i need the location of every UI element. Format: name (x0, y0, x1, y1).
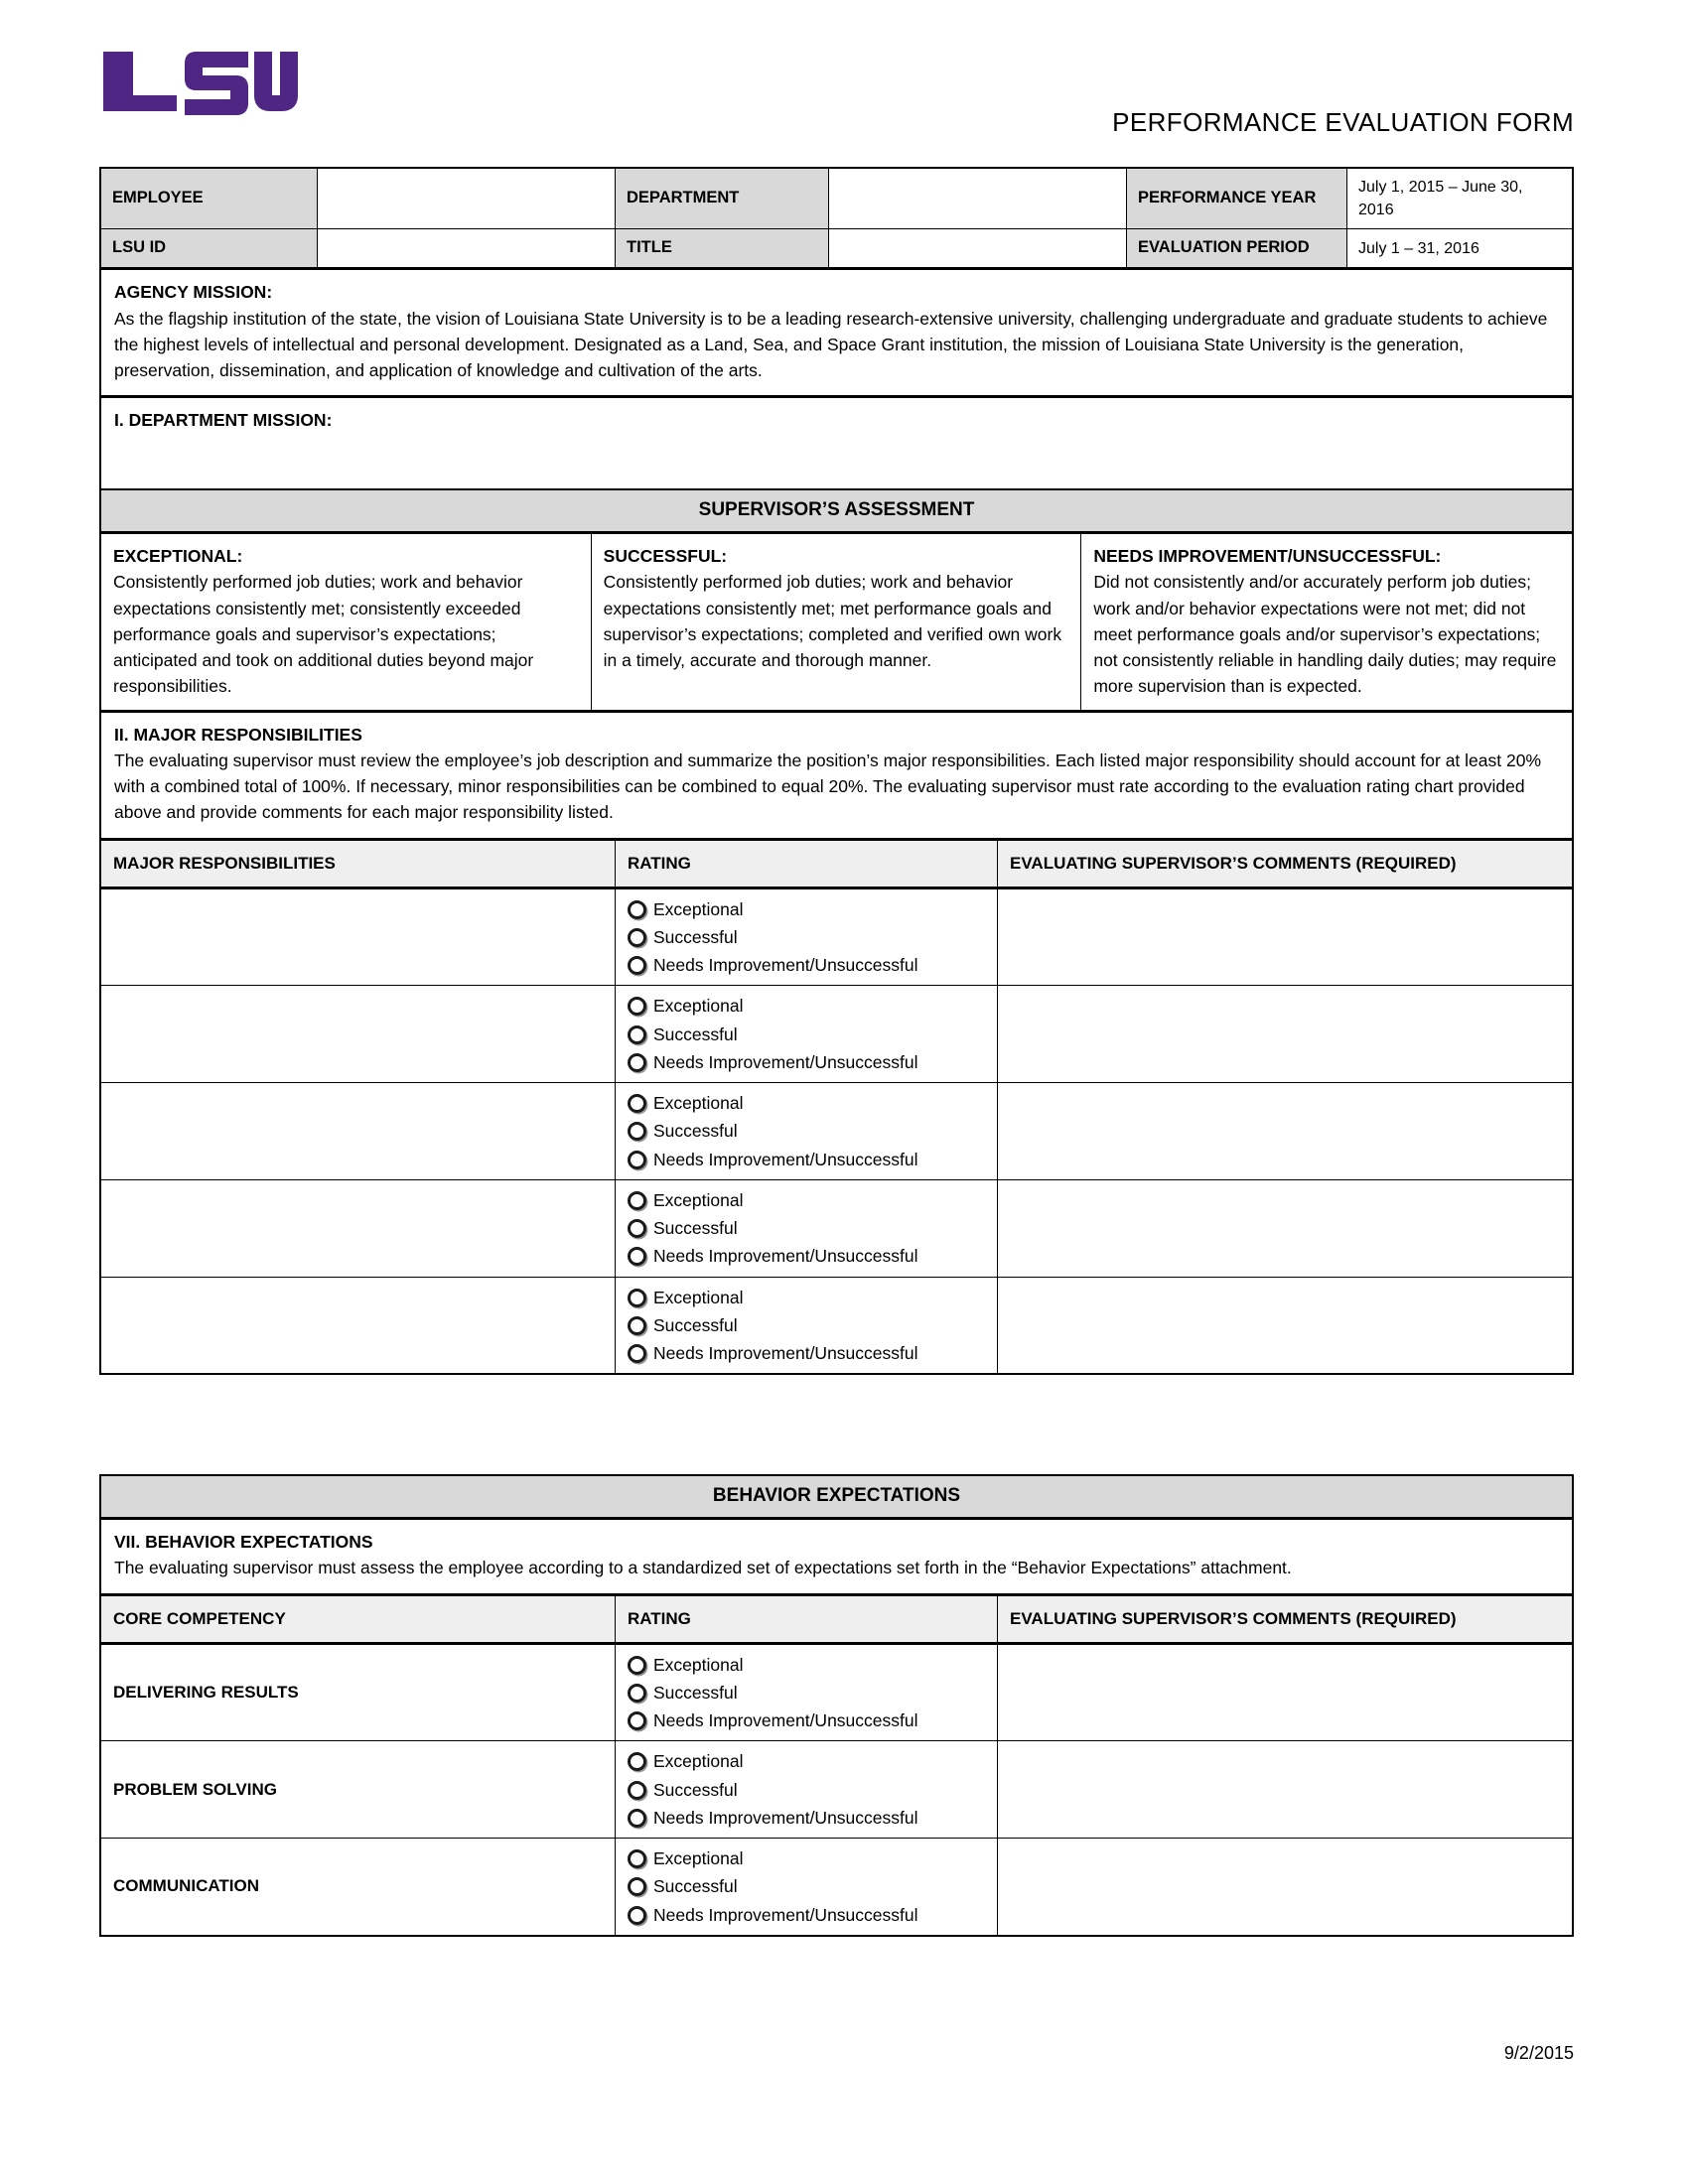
definition-exceptional (101, 534, 592, 710)
radio-button-icon[interactable] (628, 1877, 646, 1896)
radio-button-icon[interactable] (628, 1094, 646, 1113)
col-header-rating: RATING (616, 841, 998, 887)
rating-cell (616, 986, 998, 1082)
table-row (101, 229, 1572, 270)
table-row (101, 169, 1572, 229)
major-responsibility-field[interactable] (101, 1278, 616, 1374)
performance-year-label: PERFORMANCE YEAR (1127, 169, 1347, 228)
supervisor-comments-field[interactable] (998, 1645, 1572, 1741)
definition-exceptional-body: Consistently performed job duties; work and behavior expectations consistently met; consistently exceeded performance goals and supervisor’s expectations; anticipated and took on additional duties beyond major responsibilities. (113, 572, 534, 697)
behavior-expectations-body: The evaluating supervisor must assess the employee according to a standardized set of expectations set forth in the “Behavior Expectations” attachment. (114, 1558, 1292, 1578)
title-label: TITLE (616, 229, 829, 267)
radio-button-icon[interactable] (628, 1219, 646, 1238)
behavior-expectations-heading: VII. BEHAVIOR EXPECTATIONS (114, 1532, 373, 1552)
department-field[interactable] (829, 169, 1127, 228)
employee-label: EMPLOYEE (101, 169, 318, 228)
rating-option-successful[interactable] (628, 1316, 987, 1335)
rating-option-label: Successful (653, 1218, 738, 1238)
rating-option-label: Needs Improvement/Unsuccessful (653, 1051, 918, 1072)
rating-option-exceptional[interactable] (628, 997, 987, 1016)
rating-option-needs-improvement-unsuccessful[interactable] (628, 1906, 987, 1925)
rating-option-exceptional[interactable] (628, 1849, 987, 1868)
supervisor-assessment-banner: SUPERVISOR’S ASSESSMENT (101, 490, 1572, 534)
col-header-comments: EVALUATING SUPERVISOR’S COMMENTS (REQUIRED) (1010, 1608, 1457, 1628)
behavior-expectations-intro (101, 1520, 1572, 1596)
major-responsibility-field[interactable] (101, 1180, 616, 1277)
rating-option-label: Needs Improvement/Unsuccessful (653, 1807, 918, 1828)
rating-option-label: Successful (653, 1779, 738, 1800)
rating-cell (616, 1839, 998, 1935)
radio-button-icon[interactable] (628, 1906, 646, 1925)
definition-exceptional-heading: EXCEPTIONAL: (113, 546, 243, 566)
rating-option-label: Needs Improvement/Unsuccessful (653, 1246, 918, 1267)
radio-button-icon[interactable] (628, 1656, 646, 1675)
definition-successful (592, 534, 1082, 710)
table-row (101, 889, 1572, 987)
rating-option-label: Needs Improvement/Unsuccessful (653, 955, 918, 975)
rating-option-label: Exceptional (653, 1848, 744, 1868)
table-row (101, 986, 1572, 1083)
core-competency-cell: COMMUNICATION (101, 1839, 616, 1935)
behavior-expectations-banner: BEHAVIOR EXPECTATIONS (101, 1476, 1572, 1520)
rating-option-label: Needs Improvement/Unsuccessful (653, 1343, 918, 1363)
radio-button-icon[interactable] (628, 1289, 646, 1307)
radio-button-icon[interactable] (628, 1344, 646, 1363)
rating-option-label: Exceptional (653, 1093, 744, 1113)
rating-option-successful[interactable] (628, 1219, 987, 1238)
radio-button-icon[interactable] (628, 1025, 646, 1044)
rating-cell (616, 1741, 998, 1838)
major-responsibility-field[interactable] (101, 986, 616, 1082)
radio-button-icon[interactable] (628, 1122, 646, 1141)
radio-button-icon[interactable] (628, 1316, 646, 1335)
rating-option-label: Successful (653, 1682, 738, 1703)
rating-option-label: Exceptional (653, 1751, 744, 1772)
radio-button-icon[interactable] (628, 900, 646, 919)
department-mission-section (101, 398, 1572, 496)
evaluation-period-label: EVALUATION PERIOD (1127, 229, 1347, 267)
rating-option-exceptional[interactable] (628, 1656, 987, 1675)
lsu-id-field[interactable] (318, 229, 616, 267)
col-header-comments: EVALUATING SUPERVISOR’S COMMENTS (REQUIRED) (1010, 853, 1457, 873)
rating-option-needs-improvement-unsuccessful[interactable] (628, 1247, 987, 1266)
rating-cell (616, 1278, 998, 1374)
evaluation-period-value: July 1 – 31, 2016 (1358, 239, 1479, 257)
major-responsibilities-rows (101, 889, 1572, 1374)
radio-button-icon[interactable] (628, 1247, 646, 1266)
department-mission-heading: I. DEPARTMENT MISSION: (114, 410, 333, 431)
table-row (101, 1839, 1572, 1935)
radio-button-icon[interactable] (628, 1752, 646, 1771)
rating-cell (616, 889, 998, 986)
rating-option-label: Successful (653, 1876, 738, 1897)
major-responsibility-field[interactable] (101, 1083, 616, 1179)
rating-option-exceptional[interactable] (628, 900, 987, 919)
agency-mission-body: As the flagship institution of the state, the vision of Louisiana State University is to be a leading research-extensive university, challenging undergraduate and graduate students to achieve the highest levels of intellectual and personal development. Designated as a Land, Sea, and Space Grant institution, the mission of Louisiana State University is the generation, preservation, dissemination, and application of knowledge and cultivation of the arts. (114, 308, 1548, 381)
radio-button-icon[interactable] (628, 1191, 646, 1210)
table-row (101, 1741, 1572, 1839)
behavior-expectations-table (99, 1474, 1574, 1937)
supervisor-comments-field[interactable] (998, 1741, 1572, 1838)
rating-option-exceptional[interactable] (628, 1752, 987, 1771)
definition-needs-improvement-heading: NEEDS IMPROVEMENT/UNSUCCESSFUL: (1093, 546, 1442, 566)
supervisor-comments-field[interactable] (998, 1180, 1572, 1277)
rating-option-label: Successful (653, 926, 738, 947)
table-row (101, 1083, 1572, 1180)
col-header-rating: RATING (616, 1596, 998, 1642)
radio-button-icon[interactable] (628, 1053, 646, 1072)
rating-option-exceptional[interactable] (628, 1094, 987, 1113)
rating-option-needs-improvement-unsuccessful[interactable] (628, 956, 987, 975)
definition-successful-body: Consistently performed job duties; work and behavior expectations consistently met; met performance goals and supervisor’s expectations; completed and verified own work in a timely, accurate and thorough manner. (603, 572, 1062, 670)
footer-date: 9/2/2015 (1503, 2043, 1574, 2063)
lsu-logo-icon (99, 48, 298, 115)
behavior-expectations-header-row (101, 1596, 1572, 1645)
col-header-core-competency: CORE COMPETENCY (101, 1596, 616, 1642)
title-field[interactable] (829, 229, 1127, 267)
major-responsibilities-header-row (101, 841, 1572, 889)
agency-mission-heading: AGENCY MISSION: (114, 282, 273, 303)
supervisor-comments-field[interactable] (998, 1839, 1572, 1935)
definition-needs-improvement (1081, 534, 1572, 710)
rating-option-label: Exceptional (653, 898, 744, 919)
rating-option-successful[interactable] (628, 1684, 987, 1703)
rating-option-exceptional[interactable] (628, 1289, 987, 1307)
employee-info-table (99, 167, 1574, 499)
rating-option-label: Exceptional (653, 1189, 744, 1210)
rating-option-label: Successful (653, 1314, 738, 1335)
table-row (101, 1278, 1572, 1374)
rating-option-label: Exceptional (653, 996, 744, 1017)
rating-option-needs-improvement-unsuccessful[interactable] (628, 1344, 987, 1363)
department-mission-field[interactable] (114, 434, 1559, 485)
rating-option-successful[interactable] (628, 1781, 987, 1800)
supervisor-comments-field[interactable] (998, 1083, 1572, 1179)
radio-button-icon[interactable] (628, 1809, 646, 1828)
rating-option-label: Successful (653, 1024, 738, 1044)
radio-button-icon[interactable] (628, 1849, 646, 1868)
rating-option-needs-improvement-unsuccessful[interactable] (628, 1053, 987, 1072)
rating-option-successful[interactable] (628, 1122, 987, 1141)
major-responsibilities-body: The evaluating supervisor must review the employee’s job description and summarize the position’s major responsibilities. Each listed major responsibility should account for at least 20% with a combined total of 100%. If necessary, minor responsibilities can be combined to equal 20%. The evaluating supervisor must rate according to the evaluation rating chart provided above and provide comments for each major responsibility listed. (114, 750, 1542, 823)
definition-needs-improvement-body: Did not consistently and/or accurately perform job duties; work and/or behavior expectations were not met; did not meet performance goals and/or supervisor’s expectations; not consistently reliable in handling daily duties; may require more supervision than is expected. (1093, 572, 1557, 697)
page-title: PERFORMANCE EVALUATION FORM (1112, 107, 1574, 137)
rating-cell (616, 1645, 998, 1741)
supervisor-comments-field[interactable] (998, 1278, 1572, 1374)
radio-button-icon[interactable] (628, 1684, 646, 1703)
rating-option-label: Successful (653, 1121, 738, 1142)
rating-option-needs-improvement-unsuccessful[interactable] (628, 1151, 987, 1169)
table-row (101, 1180, 1572, 1278)
core-competency-cell: PROBLEM SOLVING (101, 1741, 616, 1838)
col-header-major-responsibilities: MAJOR RESPONSIBILITIES (101, 841, 616, 887)
definition-successful-heading: SUCCESSFUL: (603, 546, 728, 566)
rating-option-successful[interactable] (628, 1025, 987, 1044)
radio-button-icon[interactable] (628, 1711, 646, 1730)
major-responsibilities-heading: II. MAJOR RESPONSIBILITIES (114, 724, 362, 745)
behavior-expectations-rows (101, 1645, 1572, 1935)
major-responsibility-field[interactable] (101, 889, 616, 986)
agency-mission-section (101, 270, 1572, 398)
rating-option-successful[interactable] (628, 928, 987, 947)
radio-button-icon[interactable] (628, 928, 646, 947)
page-header (0, 0, 1688, 139)
rating-option-successful[interactable] (628, 1877, 987, 1896)
table-row (101, 1645, 1572, 1742)
supervisor-comments-field[interactable] (998, 986, 1572, 1082)
supervisor-assessment-table (99, 488, 1574, 1375)
radio-button-icon[interactable] (628, 1781, 646, 1800)
rating-option-label: Needs Improvement/Unsuccessful (653, 1904, 918, 1925)
radio-button-icon[interactable] (628, 1151, 646, 1169)
core-competency-cell: DELIVERING RESULTS (101, 1645, 616, 1741)
rating-option-needs-improvement-unsuccessful[interactable] (628, 1711, 987, 1730)
rating-option-label: Needs Improvement/Unsuccessful (653, 1149, 918, 1169)
rating-option-label: Exceptional (653, 1287, 744, 1307)
rating-option-exceptional[interactable] (628, 1191, 987, 1210)
department-label: DEPARTMENT (616, 169, 829, 228)
rating-cell (616, 1083, 998, 1179)
employee-field[interactable] (318, 169, 616, 228)
radio-button-icon[interactable] (628, 956, 646, 975)
rating-cell (616, 1180, 998, 1277)
radio-button-icon[interactable] (628, 997, 646, 1016)
supervisor-comments-field[interactable] (998, 889, 1572, 986)
rating-option-label: Needs Improvement/Unsuccessful (653, 1710, 918, 1730)
rating-option-needs-improvement-unsuccessful[interactable] (628, 1809, 987, 1828)
major-responsibilities-intro (101, 713, 1572, 841)
performance-year-value: July 1, 2015 – June 30, 2016 (1358, 179, 1523, 219)
lsu-id-label: LSU ID (101, 229, 318, 267)
rating-option-label: Exceptional (653, 1654, 744, 1675)
rating-definitions (101, 534, 1572, 713)
